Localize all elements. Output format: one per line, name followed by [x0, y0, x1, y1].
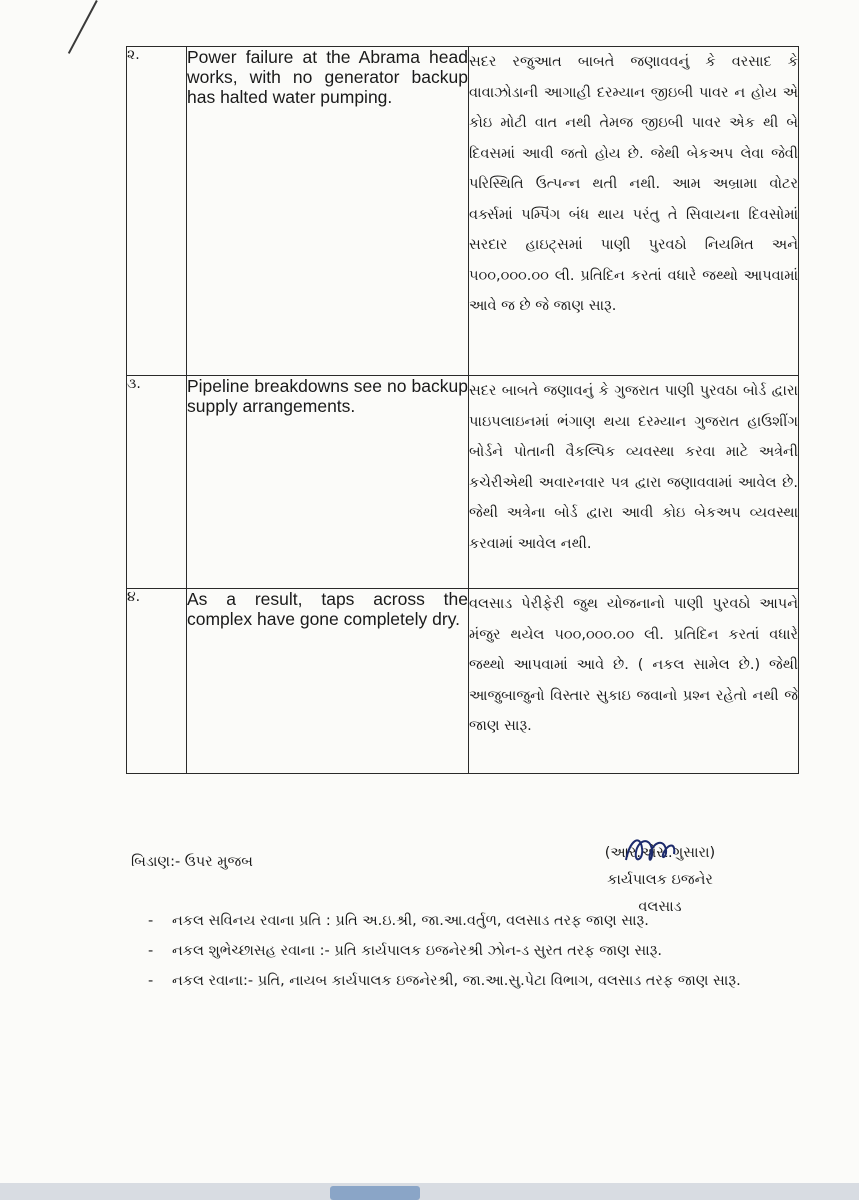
copy-to-list	[148, 908, 798, 998]
table-row	[127, 376, 799, 589]
reply-text: વલસાડ પેરીફેરી જુથ યોજનાનો પાણી પુરવઠો આપને મંજુર થયેલ ૫૦૦,૦૦૦.૦૦ લી. પ્રતિદિન કરતાં વધારે જથ્થો આપવામાં આવે છે. ( નકલ સામેલ છે.) જેથી આજુબાજુનો વિસ્તાર સુકાઇ જવાનો પ્રશ્ન રહેતો નથી જે જાણ સારૂ.	[469, 589, 799, 774]
signatory-place: વલસાડ	[638, 899, 682, 915]
scan-mark	[330, 1186, 420, 1200]
list-item: - નકલ રવાના:- પ્રતિ, નાયબ કાર્યપાલક ઇજનેરશ્રી, જા.આ.સુ.પેટા વિભાગ, વલસાડ તરફ જાણ સારૂ.	[148, 968, 798, 995]
copy-to-text: નકલ શુભેચ્છાસહ રવાના :- પ્રતિ કાર્યપાલક ઇજનેરશ્રી ઝોન-ડ સુરત તરફ જાણ સારૂ.	[172, 943, 663, 959]
table-row	[127, 589, 799, 774]
signatory-designation: કાર્યપાલક ઇજનેર	[607, 872, 713, 888]
copy-to-text: નકલ સવિનય રવાના પ્રતિ : પ્રતિ અ.ઇ.શ્રી, જા.આ.વર્તુળ, વલસાડ તરફ જાણ સારૂ.	[172, 913, 649, 929]
signature-scribble	[620, 830, 680, 870]
scan-bottom-edge	[0, 1183, 859, 1200]
serial-number: ૩.	[127, 376, 187, 589]
reply-table	[126, 46, 799, 774]
enclosure-note: બિડાણ:- ઉપર મુજબ	[131, 854, 253, 870]
issue-text: As a result, taps across the complex have gone completely dry.	[187, 589, 469, 774]
list-item: - નકલ શુભેચ્છાસહ રવાના :- પ્રતિ કાર્યપાલક ઇજનેરશ્રી ઝોન-ડ સુરત તરફ જાણ સારૂ.	[148, 938, 798, 965]
serial-number: ૨.	[127, 47, 187, 376]
reply-text: સદર રજુઆત બાબતે જણાવવનું કે વરસાદ કે વાવાઝોડાની આગાહી દરમ્યાન જીઇબી પાવર ન હોય એ કોઇ મોટી વાત નથી તેમજ જીઇબી પાવર એક થી બે દિવસમાં આવી જતો હોય છે. જેથી બેકઅપ લેવા જેવી પરિસ્થિતિ ઉત્પન્ન થતી નથી. આમ અબ્રામા વોટર વર્ક્સમાં પમ્પિંગ બંધ થાય પરંતુ તે સિવાયના દિવસોમાં સરદાર હાઇટ્સમાં પાણી પુરવઠો નિયમિત અને ૫૦૦,૦૦૦.૦૦ લી. પ્રતિદિન કરતાં વધારે જથ્થો આપવામાં આવે જ છે જે જાણ સારૂ.	[469, 47, 799, 376]
serial-number: ૪.	[127, 589, 187, 774]
signatory-name: (આર.એસ.ગુસારા)	[560, 840, 760, 867]
reply-text: સદર બાબતે જણાવનું કે ગુજરાત પાણી પુરવઠા બોર્ડ દ્વારા પાઇપલાઇનમાં ભંગાણ થયા દરમ્યાન ગુજરાત હાઉશીંગ બોર્ડને પોતાની વૈકલ્પિક વ્યવસ્થા કરવા માટે અત્રેની કચેરીએથી અવારનવાર પત્ર દ્વારા જણાવવામાં આવેલ છે. જેથી અત્રેના બોર્ડ દ્વારા આવી કોઇ બેકઅપ વ્યવસ્થા કરવામાં આવેલ નથી.	[469, 376, 799, 589]
list-item: - નકલ સવિનય રવાના પ્રતિ : પ્રતિ અ.ઇ.શ્રી, જા.આ.વર્તુળ, વલસાડ તરફ જાણ સારૂ.	[148, 908, 798, 935]
issue-text: Power failure at the Abrama head works, with no generator backup has halted water pumping.	[187, 47, 469, 376]
issue-text: Pipeline breakdowns see no backup supply arrangements.	[187, 376, 469, 589]
table-row	[127, 47, 799, 376]
copy-to-text: નકલ રવાના:- પ્રતિ, નાયબ કાર્યપાલક ઇજનેરશ્રી, જા.આ.સુ.પેટા વિભાગ, વલસાડ તરફ જાણ સારૂ.	[172, 973, 741, 989]
page-fold-edge	[68, 0, 98, 54]
